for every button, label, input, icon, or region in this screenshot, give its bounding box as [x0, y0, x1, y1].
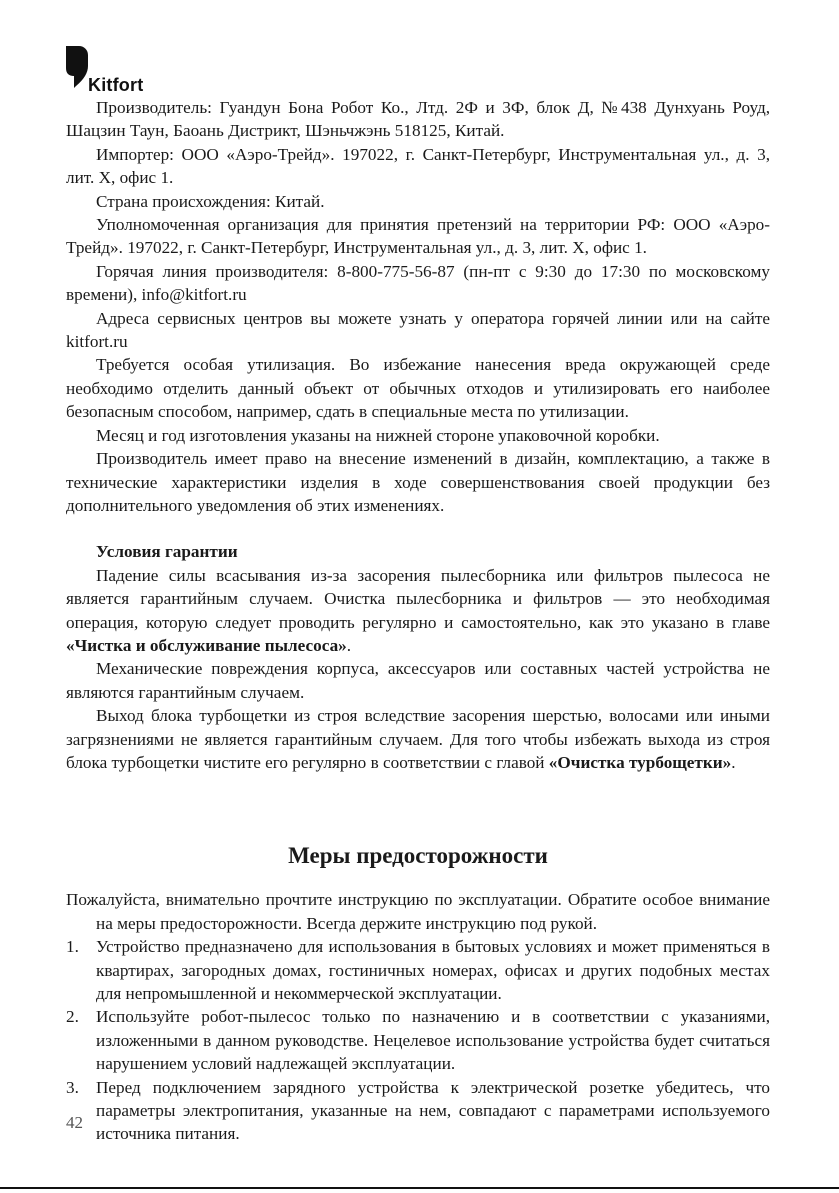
brand-name: Kitfort — [88, 75, 144, 95]
changes-paragraph: Производитель имеет право на внесение изменений в дизайн, комплектацию, а также в технические характеристики изделия в ходе совершенствования своей продукции без дополнительного уведомления об этих изменениях. — [66, 449, 770, 515]
page-content — [66, 96, 770, 1146]
service-centers-paragraph: Адреса сервисных центров вы можете узнать у оператора горячей линии или на сайте kitfort.ru — [66, 308, 770, 352]
list-item — [66, 1076, 770, 1146]
chapter-reference: «Очистка турбощетки» — [548, 752, 732, 772]
authorized-org-paragraph: Уполномоченная организация для принятия претензий на территории РФ: ООО «Аэро-Трейд». 197022, г. Санкт-Петербург, Инструментальная ул., д. 3, лит. Х, офис 1. — [66, 215, 770, 258]
disposal-paragraph: Требуется особая утилизация. Во избежание нанесения вреда окружающей среде необходимо отделить данный объект от обычных отходов и утилизировать его наиболее безопасным способом, например, сдать в специальные места по утилизации. — [66, 355, 770, 422]
warranty-paragraph-3: Выход блока турбощетки из строя вследствие засорения шерстью, волосами или иными загрязнениями не является гарантийным случаем. Для того чтобы избежать выхода из строя блока турбощетки чистите его регулярно в соответствии с главой «Очистка турбощетки». — [66, 706, 770, 772]
precautions-intro: Пожалуйста, внимательно прочтите инструкцию по эксплуатации. Обратите особое внимание на меры предосторожности. Всегда держите инструкцию под рукой. — [66, 890, 770, 933]
list-number: 1. — [66, 937, 79, 957]
warranty-paragraph-2: Механические повреждения корпуса, аксессуаров или составных частей устройства не являются гарантийным случаем. — [66, 659, 770, 702]
list-number: 3. — [66, 1077, 79, 1097]
manufacture-date-paragraph: Месяц и год изготовления указаны на нижней стороне упаковочной коробки. — [96, 425, 660, 445]
kitfort-logo-icon — [66, 46, 88, 88]
chapter-reference: «Чистка и обслуживание пылесоса» — [66, 635, 347, 655]
list-text: Используйте робот-пылесос только по назначению и в соответствии с указаниями, изложенными в данном руководстве. Нецелевое использование устройства будет считаться нарушением условий надлежащей эксплуатации. — [96, 1007, 770, 1074]
hotline-paragraph: Горячая линия производителя: 8-800-775-56-87 (пн-пт с 9:30 до 17:30 по московскому времени), info@kitfort.ru — [66, 261, 770, 305]
precautions-heading: Меры предосторожности — [288, 843, 548, 869]
list-item — [66, 935, 770, 1005]
list-item — [66, 1005, 770, 1075]
page-number: 42 — [66, 1113, 83, 1132]
list-number: 2. — [66, 1007, 79, 1027]
warranty-paragraph-1: Падение силы всасывания из-за засорения пылесборника или фильтров пылесоса не является гарантийным случаем. Очистка пылесборника и фильтров — это необходимая операция, которую следует проводить регулярно и самостоятельно, как это указано в главе «Чистка и обслуживание пылесоса». — [66, 565, 770, 655]
page-bottom-rule — [0, 1187, 839, 1189]
country-paragraph: Страна происхождения: Китай. — [96, 191, 325, 211]
manufacturer-paragraph: Производитель: Гуандун Бона Робот Ко., Лтд. 2Ф и 3Ф, блок Д, №438 Дунхуань Роуд, Шацзин Таун, Баоань Дистрикт, Шэньчжэнь 518125, Китай. — [66, 98, 770, 141]
list-text: Устройство предназначено для использования в бытовых условиях и может применяться в квартирах, загородных домах, гостиничных номерах, офисах и других подобных местах для непромышленной и некоммерческой эксплуатации. — [96, 937, 770, 1003]
brand-logo — [66, 46, 226, 95]
list-text: Перед подключением зарядного устройства к электрической розетке убедитесь, что параметры электропитания, указанные на нем, совпадают с параметрами используемого источника питания. — [96, 1077, 770, 1144]
warranty-heading: Условия гарантии — [96, 542, 238, 562]
precautions-list — [66, 935, 770, 1146]
importer-paragraph: Импортер: ООО «Аэро-Трейд». 197022, г. Санкт-Петербург, Инструментальная ул., д. 3, лит. Х, офис 1. — [66, 144, 770, 188]
